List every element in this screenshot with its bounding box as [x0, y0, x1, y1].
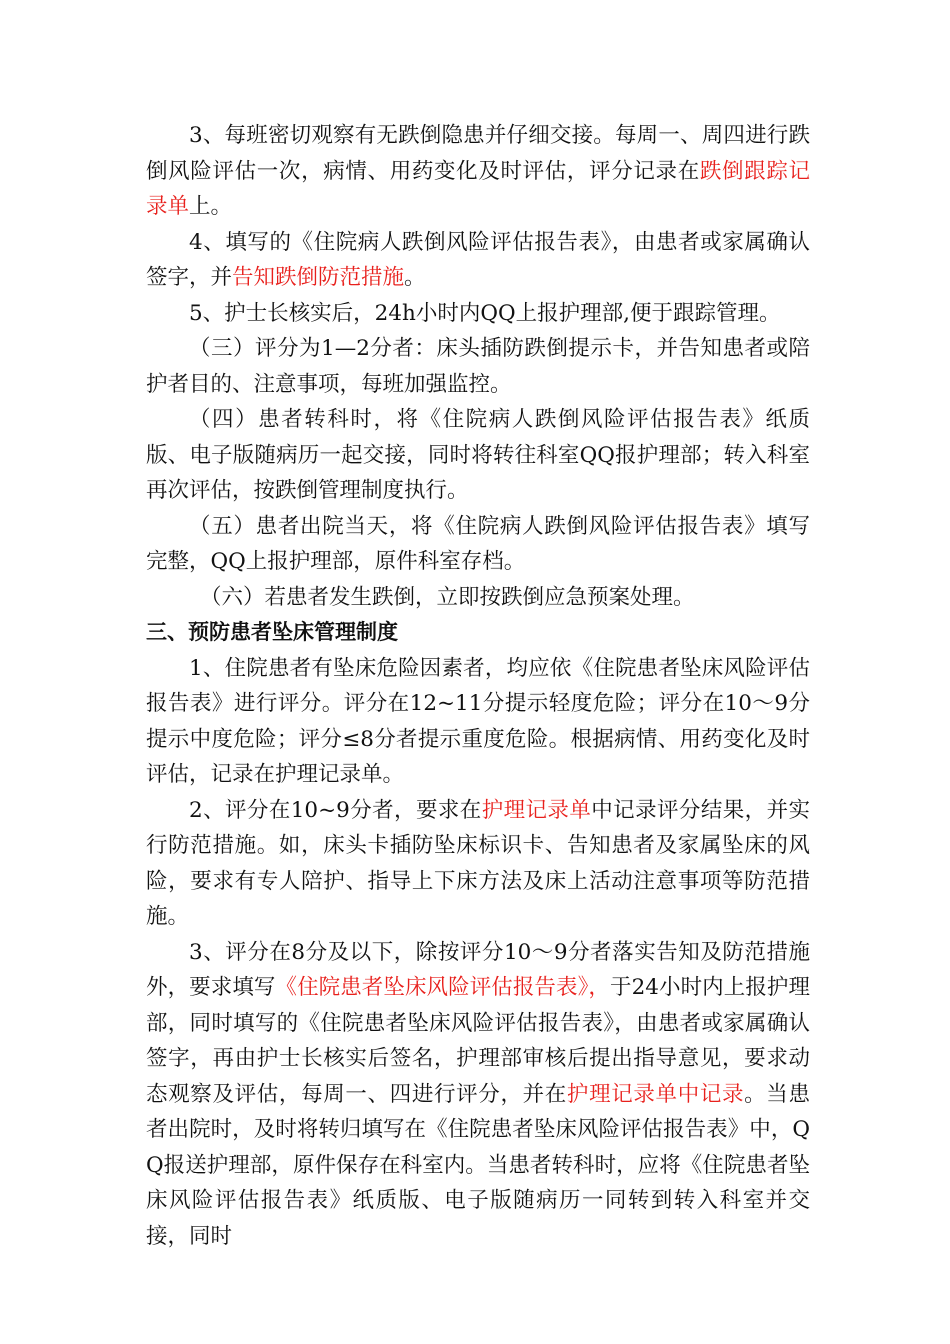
- paragraph-section-6: （六）若患者发生跌倒，立即按跌倒应急预案处理。: [200, 584, 695, 610]
- paragraph-item-5: 5、护士长核实后，24h小时内QQ上报护理部,便于跟踪管理。: [189, 300, 781, 326]
- paragraph-bed-fall-1: 1、住院患者有坠床危险因素者，均应依《住院患者坠床风险评估报告表》进行评分。评分在12~11分提示轻度危险；评分在10～9分提示中度危险；评分≤8分者提示重度危险。根据病情、用药变化及时评估，记录在护理记录单。: [146, 655, 810, 787]
- paragraph-section-5: （五）患者出院当天，将《住院病人跌倒风险评估报告表》填写完整，QQ上报护理部，原件科室存档。: [146, 513, 810, 574]
- paragraph-text: 于24小时内上报护理部，同时填写的《住院患者坠床风险评估报告表》，由患者或家属确认签字，再由护士长核实后签名，护理部审核后提出指导意见，要求动态观察及评估，每周一、四进行评分，并在: [146, 975, 810, 1107]
- highlight-fall-tracking-record: 跌倒跟踪记录单: [146, 158, 810, 219]
- paragraph-text: 3、评分在8分及以下，除按评分10～9分者落实告知及防范措施外，要求填写: [146, 939, 810, 1000]
- paragraph-section-3: （三）评分为1—2分者：床头插防跌倒提示卡，并告知患者或陪护者目的、注意事项，每班加强监控。: [146, 336, 810, 397]
- paragraph-text: 。: [404, 265, 426, 290]
- highlight-nursing-record-entry: 护理记录单中记录: [566, 1081, 745, 1107]
- paragraph-item-4: [146, 225, 810, 296]
- paragraph-item-3: [146, 118, 810, 225]
- highlight-bed-fall-report-form: 《住院患者坠床风险评估报告表》，: [275, 975, 610, 1000]
- document-body: [146, 118, 810, 1254]
- paragraph-section-4: （四）患者转科时，将《住院病人跌倒风险评估报告表》纸质版、电子版随病历一起交接，同时将转往科室QQ报护理部；转入科室再次评估，按跌倒管理制度执行。: [146, 407, 810, 503]
- paragraph-text: 上。: [189, 194, 233, 219]
- paragraph-text: 。当患者出院时，及时将转归填写在《住院患者坠床风险评估报告表》中，QQ报送护理部，原件保存在科室内。当患者转科时，应将《住院患者坠床风险评估报告表》纸质版、电子版随病历一同转到转入科室并交接，同时: [146, 1081, 810, 1249]
- highlight-fall-prevention-notice: 告知跌倒防范措施: [232, 265, 405, 290]
- paragraph-text: 中记录评分结果，并实行防范措施。如，床头卡插防坠床标识卡、告知患者及家属坠床的风险，要求有专人陪护、指导上下床方法及床上活动注意事项等防范措施。: [146, 797, 810, 929]
- paragraph-bed-fall-2: [146, 793, 810, 935]
- section-heading: 三、预防患者坠床管理制度: [146, 620, 398, 644]
- highlight-nursing-record: 护理记录单: [481, 797, 592, 823]
- paragraph-text: 4、填写的《住院病人跌倒风险评估报告表》，由患者或家属确认签字，并: [146, 229, 810, 290]
- paragraph-bed-fall-3: [146, 935, 810, 1255]
- paragraph-text: 2、评分在10~9分者，要求在: [189, 797, 482, 823]
- paragraph-text: 3、每班密切观察有无跌倒隐患并仔细交接。每周一、周四进行跌倒风险评估一次，病情、用药变化及时评估，评分记录在: [146, 123, 810, 184]
